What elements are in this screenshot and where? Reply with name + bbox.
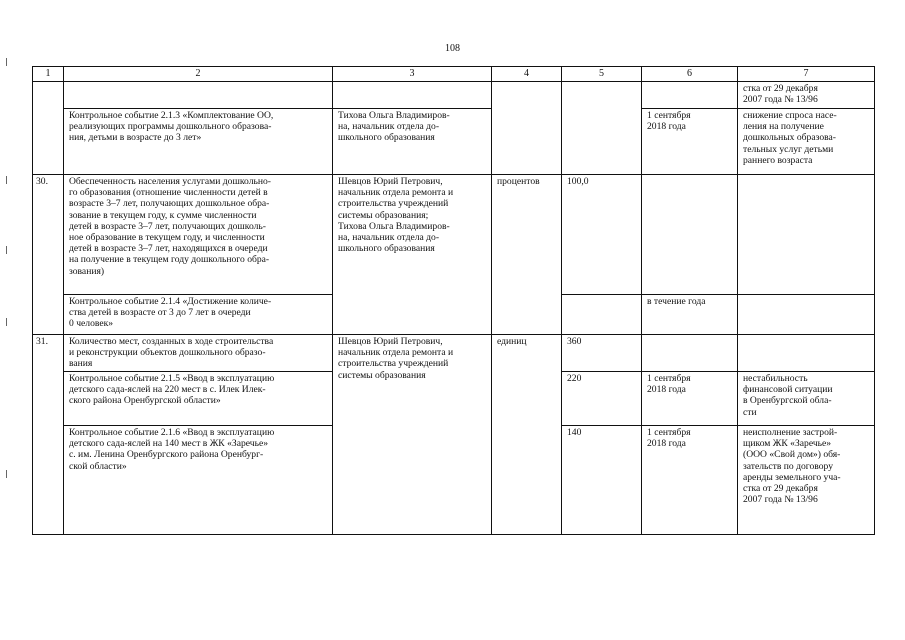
- table-row: [33, 109, 875, 175]
- risk-cell: неисполнение застрой- щиком ЖК «Заречье» (ООО «Свой дом») обя- зательств по договору аренды земельного уча- стка от 29 декабря 2007 года № 13/96: [738, 426, 875, 535]
- empty-cell: [562, 295, 642, 335]
- margin-mark: [6, 246, 7, 254]
- responsible-cell: Тихова Ольга Владимиров- на, начальник отдела до- школьного образования: [333, 109, 492, 175]
- responsible-cell: Шевцов Юрий Петрович, начальник отдела ремонта и строительства учреждений системы образования; Тихова Ольга Владимиров- на, начальник отдела до- школьного образования: [333, 175, 492, 335]
- event-cell: Контрольное событие 2.1.3 «Комплектование ОО, реализующих программы дошкольного образова- ния, детьми в возрасте до 3 лет»: [64, 109, 333, 175]
- empty-cell: [64, 82, 333, 109]
- page-number: 108: [445, 43, 460, 54]
- column-header: 6: [642, 67, 738, 82]
- indicators-table: [32, 66, 875, 535]
- unit-cell: единиц: [492, 335, 562, 535]
- empty-cell: [562, 82, 642, 175]
- risk-cell: стка от 29 декабря 2007 года № 13/96: [738, 82, 875, 109]
- table-header-row: [33, 67, 875, 82]
- date-cell: в течение года: [642, 295, 738, 335]
- row-number-cell: 31.: [33, 335, 64, 535]
- event-cell: Контрольное событие 2.1.5 «Ввод в эксплуатацию детского сада-яслей на 220 мест в с. Илек Илек- ского района Оренбургской области»: [64, 372, 333, 426]
- empty-cell: [642, 335, 738, 372]
- value-cell: 360: [562, 335, 642, 372]
- column-header: 5: [562, 67, 642, 82]
- unit-cell: процентов: [492, 175, 562, 335]
- column-header: 7: [738, 67, 875, 82]
- empty-cell: [738, 335, 875, 372]
- empty-cell: [33, 82, 64, 175]
- event-cell: Контрольное событие 2.1.4 «Достижение количе- ства детей в возрасте от 3 до 7 лет в очереди 0 человек»: [64, 295, 333, 335]
- date-cell: 1 сентября 2018 года: [642, 372, 738, 426]
- empty-cell: [333, 82, 492, 109]
- column-header: 2: [64, 67, 333, 82]
- margin-mark: [6, 470, 7, 478]
- column-header: 1: [33, 67, 64, 82]
- risk-cell: снижение спроса насе- ления на получение дошкольных образова- тельных услуг детьми раннего возраста: [738, 109, 875, 175]
- empty-cell: [492, 82, 562, 175]
- row-number-cell: 30.: [33, 175, 64, 335]
- margin-mark: [6, 318, 7, 326]
- column-header: 3: [333, 67, 492, 82]
- responsible-cell: Шевцов Юрий Петрович, начальник отдела ремонта и строительства учреждений системы образования: [333, 335, 492, 535]
- empty-cell: [642, 175, 738, 295]
- margin-mark: [6, 176, 7, 184]
- date-cell: 1 сентября 2018 года: [642, 109, 738, 175]
- table-row: [33, 175, 875, 295]
- empty-cell: [738, 295, 875, 335]
- risk-cell: нестабильность финансовой ситуации в Оренбургской обла- сти: [738, 372, 875, 426]
- indicator-cell: Количество мест, созданных в ходе строительства и реконструкции объектов дошкольного образо- вания: [64, 335, 333, 372]
- value-cell: 100,0: [562, 175, 642, 295]
- value-cell: 220: [562, 372, 642, 426]
- date-cell: 1 сентября 2018 года: [642, 426, 738, 535]
- indicator-cell: Обеспеченность населения услугами дошкольно- го образования (отношение численности детей в возрасте 3–7 лет, получающих дошкольное обра- зование в текущем году, к сумме численности детей в возрасте 3–7 лет, получающих дошколь- ное образование в текущем году, и численности детей в возрасте 3–7 лет, находящихся в очереди на получение в текущем году дошкольного обра- зования): [64, 175, 333, 295]
- column-header: 4: [492, 67, 562, 82]
- margin-mark: [6, 58, 7, 66]
- event-cell: Контрольное событие 2.1.6 «Ввод в эксплуатацию детского сада-яслей на 140 мест в ЖК «Заречье» с. им. Ленина Оренбургского района Оренбург- ской области»: [64, 426, 333, 535]
- empty-cell: [738, 175, 875, 295]
- table-row: [33, 335, 875, 372]
- value-cell: 140: [562, 426, 642, 535]
- table-row: [33, 82, 875, 109]
- empty-cell: [642, 82, 738, 109]
